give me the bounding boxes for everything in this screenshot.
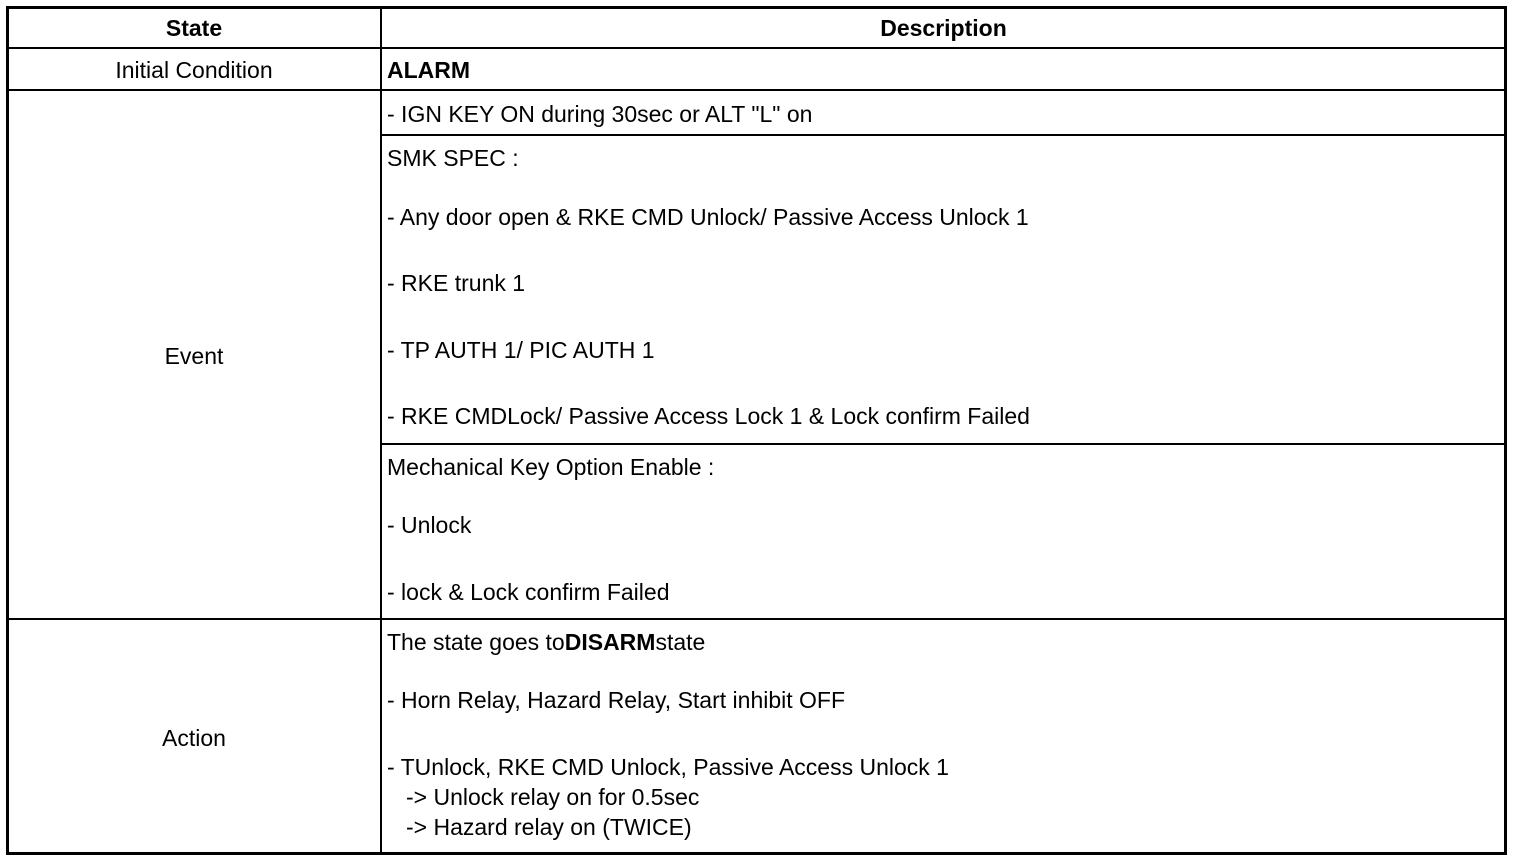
event-subrow-divider-1 <box>381 134 1506 136</box>
header-divider <box>8 47 1506 49</box>
mech-key-title: Mechanical Key Option Enable : <box>387 454 715 480</box>
action-state-prefix: The state goes to <box>387 629 565 655</box>
action-state-line <box>387 627 705 657</box>
smk-spec-item: - Any door open & RKE CMD Unlock/ Passive Access Unlock 1 <box>387 204 1029 230</box>
event-ign-line: - IGN KEY ON during 30sec or ALT "L" on <box>387 101 813 127</box>
action-subitem: -> Hazard relay on (TWICE) <box>406 814 692 840</box>
action-subitem: -> Unlock relay on for 0.5sec <box>406 784 700 810</box>
action-state-suffix: state <box>655 629 706 655</box>
smk-spec-item: - RKE CMDLock/ Passive Access Lock 1 & Lock confirm Failed <box>387 403 1030 429</box>
mech-key-item: - Unlock <box>387 512 472 538</box>
smk-spec-item: - RKE trunk 1 <box>387 270 526 296</box>
event-subrow-divider-2 <box>381 443 1506 445</box>
action-label: Action <box>162 725 226 751</box>
action-item: - TUnlock, RKE CMD Unlock, Passive Access Unlock 1 <box>387 754 949 780</box>
action-item: - Horn Relay, Hazard Relay, Start inhibit OFF <box>387 687 846 713</box>
smk-spec-item: - TP AUTH 1/ PIC AUTH 1 <box>387 337 655 363</box>
action-state-target: DISARM <box>564 629 656 655</box>
initial-row-divider <box>8 89 1506 91</box>
header-state: State <box>165 15 223 41</box>
event-label: Event <box>164 343 224 369</box>
header-description: Description <box>880 15 1007 41</box>
mech-key-item: - lock & Lock confirm Failed <box>387 579 670 605</box>
initial-condition-value: ALARM <box>387 57 471 83</box>
event-row-divider <box>8 618 1506 620</box>
smk-spec-title: SMK SPEC : <box>387 145 519 171</box>
initial-condition-label: Initial Condition <box>115 57 273 83</box>
